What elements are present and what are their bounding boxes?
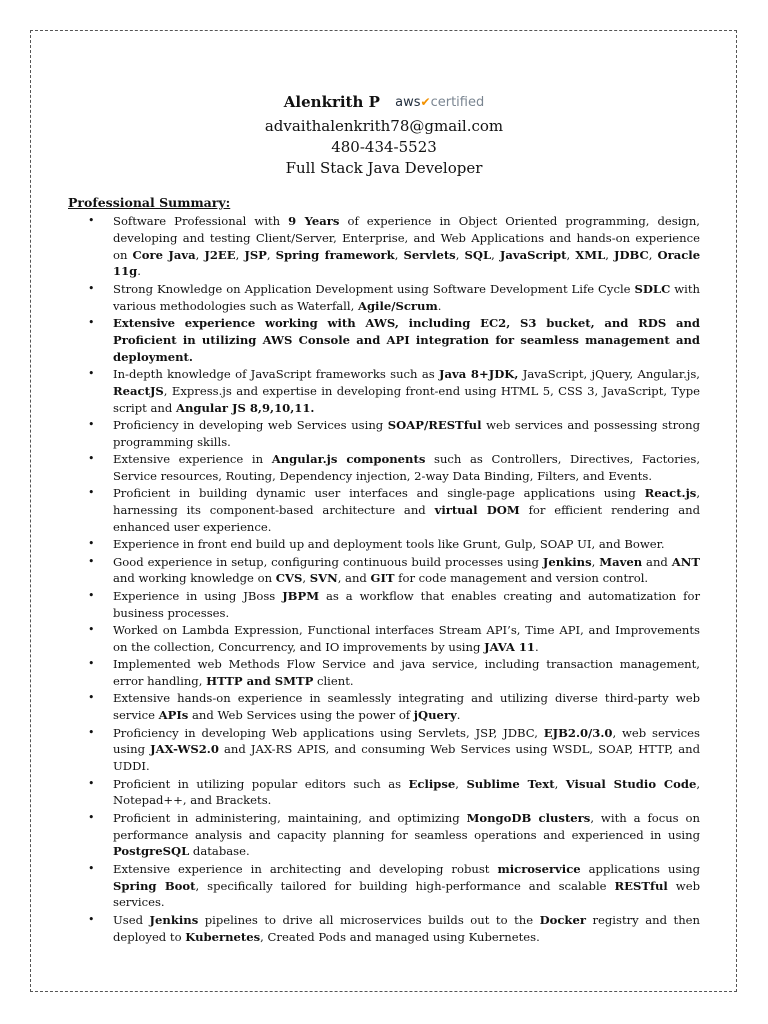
summary-item-bold-text: Extensive experience working with AWS, including EC2, S3 bucket, and RDS and Proficient in utilizing AWS Console and API integration for seamless management and deployment.: [113, 315, 700, 364]
summary-item-text: , with a focus on performance analysis and capacity planning for seamless operations and experienced in using: [113, 810, 701, 842]
summary-item-bold-text: Jenkins: [542, 554, 592, 569]
summary-item-text: applications using: [580, 861, 700, 876]
summary-item-bold-text: JAVA 11: [484, 639, 535, 654]
summary-item: [88, 912, 700, 946]
summary-item-bold-text: Visual Studio Code: [565, 776, 697, 791]
summary-item: [88, 417, 700, 451]
summary-item-bold-text: Oracle 11g: [113, 247, 701, 279]
bullet-icon: •: [88, 657, 95, 671]
bullet-icon: •: [88, 366, 95, 380]
summary-item-text: of experience in Object Oriented programming, design, developing and testing Client/Server, Enterprise, and Web Applications and hands-on experience on: [113, 214, 700, 262]
summary-item-bold-text: EJB2.0/3.0: [543, 725, 613, 740]
summary-item-text: web services and possessing strong programming skills.: [113, 417, 700, 449]
summary-item-text: such as Controllers, Directives, Factories, Service resources, Routing, Dependency injection, 2-way Data Binding, Filters, and Events.: [113, 452, 701, 483]
bullet-icon: •: [88, 486, 95, 500]
summary-item-text: , and: [337, 571, 371, 586]
summary-item-text: for code management and version control.: [394, 571, 649, 586]
summary-item-text: ,: [455, 247, 465, 262]
summary-item-text: ,: [195, 247, 205, 262]
summary-item: [88, 536, 700, 553]
summary-item-bold-text: Agile/Scrum: [357, 298, 438, 313]
bullet-icon: •: [88, 537, 95, 551]
summary-item: [88, 656, 700, 690]
summary-item-bold-text: Maven: [599, 554, 643, 569]
summary-item-text: Strong Knowledge on Application Development using Software Development Life Cycle: [113, 281, 635, 296]
summary-item-text: ,: [302, 571, 310, 586]
bullet-icon: •: [88, 588, 95, 602]
bullet-icon: •: [88, 861, 95, 875]
summary-item-text: In-depth knowledge of JavaScript frameworks such as: [113, 366, 440, 381]
job-title: Full Stack Java Developer: [285, 159, 483, 177]
summary-item-text: pipelines to drive all microservices builds out to the: [198, 912, 540, 927]
summary-item-bold-text: Jenkins: [149, 912, 199, 927]
bullet-icon: •: [88, 214, 95, 227]
bullet-icon: •: [88, 776, 95, 790]
summary-item: [88, 690, 700, 724]
summary-item-bold-text: JDBC: [613, 247, 649, 262]
summary-item-bold-text: GIT: [370, 571, 395, 586]
summary-item-bold-text: JAX-WS2.0: [150, 742, 219, 757]
summary-item-bold-text: CVS: [275, 571, 303, 586]
summary-item-text: , harnessing its component-based architecture and: [113, 486, 700, 518]
candidate-name-line: [0, 93, 768, 111]
summary-item-bold-text: React.js: [644, 486, 697, 501]
summary-item-bold-text: SDLC: [634, 281, 671, 296]
summary-item-text: ,: [491, 247, 500, 262]
summary-item-bold-text: HTTP and SMTP: [206, 674, 314, 689]
bullet-icon: •: [88, 452, 95, 466]
bullet-icon: •: [88, 810, 95, 824]
summary-item-text: Worked on Lambda Expression, Functional interfaces Stream API’s, Time API, and Improvements on the collection, Concurrency, and IO improvements by using: [113, 623, 700, 654]
summary-item: [88, 451, 700, 485]
bullet-icon: •: [88, 623, 95, 637]
summary-item-text: as a workflow that enables creating and automatization for business processes.: [113, 588, 700, 620]
summary-item-text: and: [642, 554, 672, 569]
summary-item-text: registry and then deployed to: [113, 912, 700, 944]
summary-item-text: Used: [113, 912, 150, 927]
summary-list: [88, 213, 700, 946]
summary-item-bold-text: APIs: [158, 708, 189, 723]
summary-item-text: and working knowledge on: [113, 571, 276, 586]
summary-item-text: and Web Services using the power of: [188, 708, 414, 723]
summary-item-text: Experience in using JBoss: [113, 588, 283, 603]
summary-item-bold-text: Angular JS 8,9,10,11.: [175, 400, 315, 415]
summary-item-bold-text: Eclipse: [408, 776, 456, 791]
summary-item-text: Extensive hands-on experience in seamlessly integrating and utilizing diverse third-party web service: [113, 691, 700, 723]
summary-item-text: and JAX-RS APIS, and consuming Web Services using WSDL, SOAP, HTTP, and UDDI.: [113, 742, 700, 774]
summary-item-text: with various methodologies such as Waterfall,: [113, 281, 700, 313]
summary-item-text: Proficient in administering, maintaining, and optimizing: [113, 810, 467, 825]
summary-item-text: JavaScript, jQuery, Angular.js,: [518, 366, 700, 381]
summary-item-bold-text: Java 8+JDK,: [439, 366, 519, 381]
aws-logo-text: aws: [395, 95, 421, 110]
summary-item: [88, 588, 700, 622]
summary-item-bold-text: SVN: [309, 571, 338, 586]
bullet-icon: •: [88, 691, 95, 705]
summary-item-text: ,: [605, 247, 614, 262]
summary-item-bold-text: J2EE: [204, 247, 236, 262]
summary-item-text: ,: [648, 247, 658, 262]
summary-item-text: database.: [189, 844, 250, 859]
summary-item-bold-text: Angular.js components: [271, 452, 426, 467]
bullet-icon: •: [88, 725, 95, 739]
summary-item-text: ,: [235, 247, 245, 262]
summary-item-bold-text: RESTful: [614, 878, 668, 893]
candidate-name: Alenkrith P: [283, 93, 380, 111]
summary-item-bold-text: virtual DOM: [434, 503, 520, 518]
email: advaithalenkrith78@gmail.com: [264, 117, 504, 135]
summary-item-bold-text: Servlets: [403, 247, 456, 262]
bullet-icon: •: [88, 281, 95, 295]
summary-item: [88, 315, 700, 365]
aws-certified-check-icon: ✔: [420, 95, 431, 109]
summary-item-bold-text: SOAP/RESTful: [387, 417, 482, 432]
summary-item-bold-text: 9 Years: [288, 214, 340, 228]
summary-item: [88, 810, 700, 860]
summary-item-text: .: [535, 639, 539, 654]
section-title-professional-summary: Professional Summary:: [68, 195, 231, 210]
summary-item-bold-text: XML: [575, 247, 606, 262]
summary-item-text: Good experience in setup, configuring continuous build processes using: [113, 554, 543, 569]
summary-item: [88, 213, 700, 280]
summary-item-text: , Express.js and expertise in developing front-end using HTML 5, CSS 3, JavaScript, Type script and: [113, 383, 700, 415]
summary-item-bold-text: microservice: [497, 861, 581, 876]
summary-item-bold-text: Docker: [539, 912, 586, 927]
summary-item-bold-text: JSP: [244, 247, 267, 262]
summary-item-bold-text: ANT: [671, 554, 701, 569]
bullet-icon: •: [88, 417, 95, 431]
summary-item-bold-text: Spring framework: [275, 247, 395, 262]
phone: 480-434-5523: [331, 138, 437, 156]
bullet-icon: •: [88, 912, 95, 926]
summary-item-bold-text: JBPM: [282, 588, 320, 603]
summary-item-text: , Created Pods and managed using Kubernetes.: [260, 929, 540, 944]
summary-item: [88, 485, 700, 535]
summary-item: [88, 861, 700, 911]
summary-item-text: ,: [394, 247, 404, 262]
summary-item-text: Software Professional with: [113, 214, 289, 228]
summary-item: [88, 776, 700, 810]
summary-item-bold-text: Core Java: [132, 247, 196, 262]
bullet-icon: •: [88, 315, 95, 329]
summary-item: [88, 725, 700, 775]
summary-item: [88, 622, 700, 656]
summary-item-text: ,: [455, 776, 467, 791]
summary-item-bold-text: jQuery: [413, 708, 457, 723]
summary-item-text: ,: [566, 247, 576, 262]
summary-item-text: Implemented web Methods Flow Service and java service, including transaction management, error handling,: [113, 657, 700, 689]
summary-item-text: web services.: [113, 878, 701, 910]
summary-item-bold-text: Sublime Text: [466, 776, 555, 791]
summary-item-text: Proficient in building dynamic user interfaces and single-page applications using: [113, 486, 645, 501]
summary-item-bold-text: JavaScript: [499, 247, 567, 262]
summary-item-text: ,: [591, 554, 600, 569]
summary-item-text: ,: [266, 247, 276, 262]
summary-item: [88, 366, 700, 416]
summary-item-text: client.: [313, 674, 354, 689]
summary-item-text: Proficient in utilizing popular editors such as: [113, 776, 409, 791]
summary-item-bold-text: ReactJS: [113, 383, 164, 398]
summary-item-text: Experience in front end build up and deployment tools like Grunt, Gulp, SOAP UI, and Bower.: [113, 537, 665, 552]
summary-item-text: .: [456, 708, 461, 723]
summary-item-text: for efficient rendering and enhanced user experience.: [113, 503, 701, 534]
aws-certified-logo: [395, 95, 484, 110]
summary-item: [88, 281, 700, 315]
summary-item-text: Extensive experience in architecting and developing robust: [113, 861, 498, 876]
summary-item-text: , specifically tailored for building high-performance and scalable: [195, 878, 615, 893]
summary-item-text: .: [137, 264, 141, 279]
aws-certified-text: certified: [430, 95, 485, 110]
summary-item: [88, 554, 700, 588]
summary-item-bold-text: Spring Boot: [113, 878, 196, 893]
summary-item-bold-text: SQL: [464, 247, 492, 262]
summary-item-bold-text: PostgreSQL: [113, 844, 190, 859]
summary-item-text: , web services using: [113, 725, 700, 757]
summary-item-bold-text: Kubernetes: [185, 929, 261, 944]
summary-item-text: Proficiency in developing web Services using: [113, 417, 388, 432]
bullet-icon: •: [88, 554, 95, 568]
summary-item-text: .: [437, 298, 442, 313]
summary-item-text: ,: [554, 776, 566, 791]
summary-item-bold-text: MongoDB clusters: [466, 810, 591, 825]
summary-item-text: Proficiency in developing Web applications using Servlets, JSP, JDBC,: [113, 725, 544, 740]
summary-item-text: Extensive experience in: [113, 452, 272, 467]
summary-item-text: , Notepad++, and Brackets.: [113, 776, 701, 808]
